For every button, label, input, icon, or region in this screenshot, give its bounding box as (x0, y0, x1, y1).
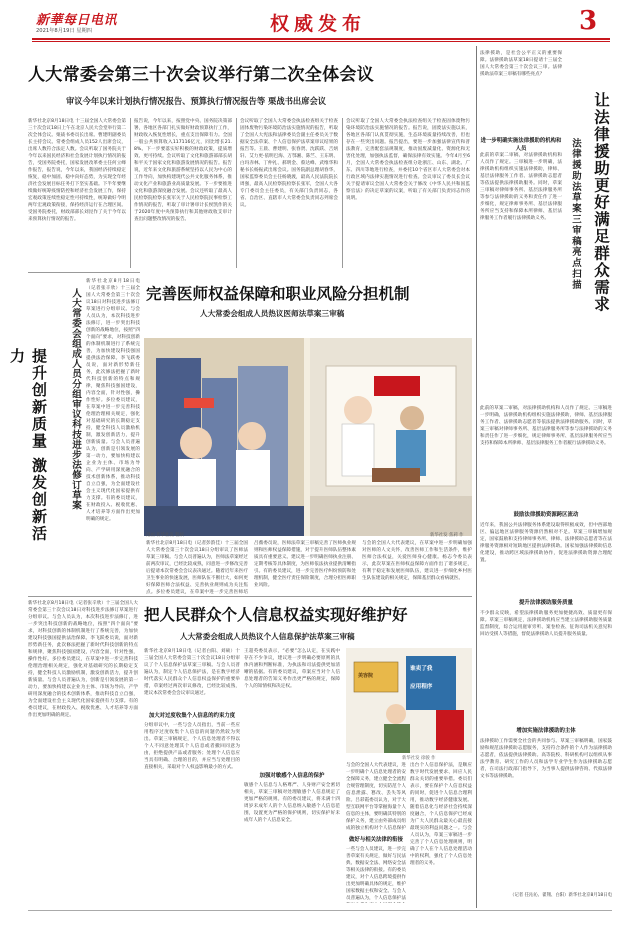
illustration-caption: 新华社发 徐骏 作 (402, 756, 436, 761)
section-rule (28, 596, 472, 597)
right-cartoon (310, 366, 472, 536)
mid-column-2: 吕薇委员说，医师法草案三审稿完善了医师执业规则和医师权益保障措施，对于提升医师队伍整体素质具有重要意义。建议进一步明确医师执业注册、定期考核等具体制度，为医师依法执业提供清晰指引。有的委员建议，进一步完善医疗纠纷预防和处理机制，健全医疗责任保险制度，合理分担医师职业风险。 (254, 541, 356, 588)
bottom-col1b-text: 分组审议中，一些与会人员指出，当前一些应用程序过度收集个人信息的问题仍然较为突出。草案三审稿规定，个人信息处理者不得以个人不同意处理其个人信息或者撤回同意为由，拒绝提供产品或者服务；处理个人信息应当具有明确、合理的目的，并应当与处理目的直接相关，采取对个人权益影响最小的方式。 (144, 723, 240, 770)
right-text-2: 近年来，我国公共法律服务体系建设取得积极成效，但中西部地区、偏远地区法律服务资源仍然相对不足。草案三审稿增加规定，国家鼓励和支持律师事务所、律师、法律援助志愿者等在法律服务资源相对短缺地区提供法律援助。国家加强法律援助信息化建设，推动跨区域法律援助协作，促进法律援助资源合理配置。 (480, 523, 612, 563)
illustration-panel (144, 338, 472, 536)
column-divider (236, 118, 237, 268)
section-rule (28, 272, 140, 273)
left-cartoon (144, 358, 304, 536)
lead-column-1: 新华社北京8月18日电 十三届全国人大常委会第三十次会议18日上午在北京人民大会堂举行第二次全体会议。栗战书委员长出席。曹建明副委员长主持会议。常委会组成人员152人出席会议，出席人数符合法定人数。会议听取了国务院关于今年以来国民经济和社会发展计划执行情况的报告，受国务院委托，国家发展改革委主任何立峰作报告，报告说，今年以来，我国经济持续稳定恢复，稳中加固、稳中向好态势，为实现全年经济社会发展目标任务打下坚实基础。下半年要继续做好统筹疫情防控和经济社会发展工作，保持宏观政策连续性稳定性可持续性，统筹做好今明两年宏观政策衔接，保持经济运行在合理区间。受国务院委托，财政部部长刘昆作了关于今年以来预算执行情况的报告。 (28, 119, 126, 222)
lead-column-3: 会议听取了全国人大常委会执法检查组关于检查固体废物污染环境防治法实施情况的报告，听取了全国人大宪法和法律委员会副主任委员关于数据安全法草案、个人信息保护法草案审议结果的报告等。王晨、曹建明、张春贤、沈跃跃、吉炳轩、艾力更·依明巴海、万鄂湘、陈竺、王东明、白玛赤林、丁仲礼、郝明金、蔡达峰、武维华和秘书长杨振武出席会议。国务院副总理胡春华，国家监察委员会主任杨晓渡，最高人民法院院长周强，最高人民检察院检察长张军，全国人大各专门委员会主任委员，有关部门负责同志，各省、自治区、直辖市人大常委会负责同志列席会议。 (240, 119, 338, 208)
bottom-col3-subhead: 做好与相关法律的衔接 (349, 837, 403, 843)
masthead-rule-thin (32, 41, 610, 42)
lead-column-4: 会议听取了全国人大常委会执法检查组关于检查固体废物污染环境防治法实施情况的报告。报告说，固废法实施以来，各地区各部门认真贯彻实施，生态环境质量持续改善，但也存在一些突出问题。报告提出，要进一步加强法律宣传和普法教育，完善配套法规制度，推动固废减量化、资源化和无害化处理，加强执法监督，确保法律有效实施。今年4月至6月，全国人大常委会执法检查组分赴浙江、山东、湖北、广东、四川等地进行检查，并委托10个省区市人大常委会对本行政区域内法律实施情况进行检查。会议审议了委员长会议关于提请审议全国人大常委会关于修改《中华人民共和国监察官法》的决定草案的议案，听取了有关部门负责同志作的说明。 (346, 119, 470, 201)
footer-rule (28, 910, 612, 911)
right-intro: 法律援助，是社会公平正义的重要保障。法律援助法草案18日提请十三届全国人大常委会第三十次会议三审。法律援助法草案三审稿有哪些亮点？ (480, 51, 562, 77)
bottom-column-4: 出台个人信息保护法，是顺应数字时代发展要求、回应人民群众关切的重要举措。委员们表示，要在保护个人信息权益的同时，促进个人信息合理利用，推动数字经济健康发展。随着信息化与经济社会持续深度融合，个人信息保护已经成为广大人民群众最关心最直接最现实的利益问题之一。与会人员认为，草案三审稿进一步完善了个人信息处理规则，明确了个人在个人信息处理活动中的权利，强化了个人信息处理者的义务。 (410, 763, 472, 866)
right-byline: （记者 任沁沁、翟翔、白阳）新华社北京8月18日电 (510, 893, 612, 898)
right-feature-headline: 让法律援助更好满足群众需求 (592, 92, 610, 313)
bottom-col1-subhead: 加大对过度收集个人信息的约束力度 (148, 713, 236, 719)
mid-subhead: 人大常委会组成人员热议医师法草案三审稿 (200, 309, 345, 318)
lead-subhead: 审议今年以来计划执行情况报告、预算执行情况报告等 栗战书出席会议 (66, 96, 327, 106)
illustration-badge: 美容院 (358, 673, 374, 679)
bottom-col3-text: 与会的全国人大代表建议，进一步明确个人信息处理者的安全保障义务，建立健全全流程合规管理制度，切实防范个人信息泄露、篡改、丢失等风险。吕彩霞委员认为，对于大型互联网平台等掌握海量个人信息的主体，要明确其特别的保护义务，建立由外部成员组成的独立机构对个人信息保护 (346, 763, 406, 831)
right-text-1-continued: 此前的草案二审稿，对法律援助机构和人员作了规定。三审稿进一步明确，法律援助机构组织实施法律援助，律师、基层法律服务工作者、法律援助志愿者等依法提供法律援助服务。同时，草案三审稿对律师事务所、基层法律服务所等参与法律援助的义务和责任作了进一步细化，规定律师事务所、基层法律服务所应当支持和保障本所律师、基层法律服务工作者履行法律援助义务。 (480, 406, 612, 446)
right-subhead-2: 鼓励法律援助资源跨区流动 (513, 512, 579, 518)
bottom-column-2 (244, 648, 340, 903)
bottom-column-3 (346, 762, 406, 903)
right-subhead-3: 提升法律援助服务质量 (519, 600, 573, 606)
left-feature-headline: 提升创新质量 激发创新活力 (8, 348, 48, 543)
bottom-headline: 把人民群众个人信息权益实现好维护好 (144, 606, 408, 624)
mid-column-1: 新华社北京8月18日电（记者彭韵佳）十三届全国人大常委会第三十次会议18日分组审议了医师法草案三审稿。与会人员普遍认为，医师法草案经过前两次审议，已经比较成熟，同意进一步修改完善后提请本次常委会会议表决通过。随着近年来医疗卫生事业的快速发展，医师队伍不断壮大，如何更好保障医师合法权益、完善执业规则成为关注焦点。多位委员建议，在草案中进一步完善医师培 (146, 541, 248, 595)
column-divider (342, 118, 343, 268)
page-number: 3 (579, 6, 598, 36)
issue-date: 2021年8月19日 星期四 (36, 28, 92, 34)
bottom-col2-subhead: 加强对敏感个人信息的保护 (259, 773, 325, 779)
left-feature-text: 新华社北京8月18日电（记者张辛欣）十三届全国人大常委会第三十次会议18日对科技进步法修订草案进行分组审议。与会人员认为，本次科技进步法修订，进一步突出科技创新的战略地位，按照“四个面向”要求，对科技创新的体制机制进行了系统完善，为加快建设科技强国提供法治保障。李飞跃委员说，面对新形势新任务，此次修法把握了新时代科技创新的特点和规律，聚焦科技强国建设，内容全面，针对性强，操作性好。多位委员建议，在草案中进一步完善科技伦理治理相关规定，强化对基础研究的长期稳定支持，健全科技人员激励机制，激发创新活力，提升创新质量。与会人员普遍认为，创新是引领发展的第一动力，要加快构建以企业为主体、市场为导向、产学研用深度融合的技术创新体系，推动科技自立自强，为全面建设社会主义现代化国家提供有力支撑。有的委员建议，在财政投入、税收优惠、人才培养等方面作出更加明确的规定。 (86, 279, 140, 522)
doctor-illustration (144, 338, 472, 536)
bottom-subhead: 人大常委会组成人员热议个人信息保护法草案三审稿 (180, 632, 355, 641)
right-text-3: 不少群众反映，希望法律援助服务更加便捷高效、质量更有保障。草案三审稿规定，法律援助机构应当建立法律援助服务质量监督制度，综合运用庭审旁听、案卷检查、征询司法机关意见和回访受援人等措施，督促法律援助人员提升服务质量。 (480, 611, 612, 637)
bottom-col2b-text: 敏感个人信息与人格尊严、人身财产安全密切相关，草案三审稿对处理敏感个人信息规定了更加严格的规则。有的委员建议，将未满十四周岁未成年人的个人信息纳入敏感个人信息范围，设置更为严格的保护规则，切实保护好未成年人的个人信息安全。 (244, 783, 340, 823)
bottom-col1-text: 新华社北京8月18日电（记者白阳、刘硕）十三届全国人大常委会第三十次会议18日分组审议了个人信息保护法草案三审稿。与会人员普遍认为，制定个人信息保护法，是在数字经济时代落实人民群众个人信息权益保护的重要举措，草案经过两次审议修改，已经比较成熟，建议本次常委会会议审议通过。 (144, 649, 240, 696)
right-subhead-1: 进一步明确实施法律援助的机构和人员 (480, 138, 562, 152)
mid-headline: 完善医师权益保障和职业风险分担机制 (146, 285, 410, 303)
person-with-signs-icon (346, 648, 472, 753)
right-feature-deck: 法律援助法草案三审稿亮点扫描 (570, 138, 581, 291)
illustration-sign-top: 谁卖了我 (410, 666, 433, 672)
masthead-rule (32, 38, 610, 40)
left-feature-deck: 人大常委会组成人员分组审议科技进步法修订草案 (70, 288, 81, 511)
right-text-4: 法律援助工作需要全社会的共同参与。草案三审稿明确，国家鼓励和规范法律援助志愿服务，支持符合条件的个人作为法律援助志愿者，依法提供法律援助。高等院校、科研机构可以组织从事法学教育、研究工作的人员和法学专业学生作为法律援助志愿者，在司法行政部门指导下，为当事人提供法律咨询、代拟法律文书等法律援助。 (480, 739, 612, 779)
mid-caption-right: 新华社发 焦莉 作 (430, 533, 464, 538)
privacy-illustration (346, 648, 472, 753)
right-column-divider (476, 46, 477, 908)
mid-caption-left: 漫画 新华社发 程硕 (146, 533, 184, 538)
bottom-col2-text: 王超英委员表示，“必要”怎么认定，在实践中存在不少争议，建议进一步明确必要原则的具体内涵和判断标准，为执法和司法提供更加清晰的依据。有的委员建议，草案应当对个人信息处理者的告知义务作出更严格的规定，保障个人的知情权和决定权。 (244, 649, 340, 689)
column-divider (130, 118, 131, 268)
bottom-col3b-text: 一些与会人员建议，进一步完善草案有关规定，做好与民法典、数据安全法、网络安全法等相关法律的衔接。有的委员建议，对个人信息跨境提供作出更加明确具体的规定，维护国家数据主权和安全。与会人员普遍认为，个人信息保护法 (346, 847, 406, 901)
lead-headline: 人大常委会第三十次会议举行第二次全体会议 (28, 65, 374, 85)
left-feature-text-continued: 新华社北京8月18日电（记者张辛欣）十三届全国人大常委会第三十次会议18日对科技进步法修订草案进行分组审议。与会人员认为，本次科技进步法修订，进一步突出科技创新的战略地位，按照“四个面向”要求，对科技创新的体制机制进行了系统完善，为加快建设科技强国提供法治保障。李飞跃委员说，面对新形势新任务，此次修法把握了新时代科技创新的特点和规律，聚焦科技强国建设，内容全面，针对性强，操作性好。多位委员建议，在草案中进一步完善科技伦理治理相关规定，强化对基础研究的长期稳定支持，健全科技人员激励机制，激发创新活力，提升创新质量。与会人员普遍认为，创新是引领发展的第一动力，要加快构建以企业为主体、市场为导向、产学研用深度融合的技术创新体系，推动科技自立自强，为全面建设社会主义现代化国家提供有力支撑。有的委员建议，在财政投入、税收优惠、人才培养等方面作出更加明确的规定。 (28, 601, 138, 718)
bottom-column-1 (144, 648, 240, 903)
masthead (0, 0, 640, 42)
illustration-sign-bottom: 应用程序 (410, 684, 433, 690)
section-title: 权威发布 (269, 13, 366, 35)
right-text-1: 此前的草案二审稿，对法律援助机构和人员作了规定。三审稿进一步明确，法律援助机构组织实施法律援助，律师、基层法律服务工作者、法律援助志愿者等依法提供法律援助服务。同时，草案三审稿对律师事务所、基层法律服务所等参与法律援助的义务和责任作了进一步细化，规定律师事务所、基层法律服务所应当支持和保障本所律师、基层法律服务工作者履行法律援助义务。 (480, 153, 562, 221)
newspaper-logo: 新華每日电讯 (36, 13, 118, 28)
lead-column-2: 报告说，今年以来，按照党中央、国务院决策部署，各地区各部门扎实做好财政预算执行工作，财政收入恢复性增长，重点支出保障有力。全国一般公共预算收入117116亿元，同比增长21.8%。下一步要落实好积极的财政政策，提质增效、更可持续。会议听取了文化和旅游部部长胡和平关于国家文化和旅游发展情况的报告。报告说，近年来文化和旅游系统坚持以人民为中心的工作导向，加快构建现代公共文化服务体系，推动文化产业和旅游业高质量发展。下一步要推进文化和旅游深度融合发展。会议还听取了最高人民检察院检察长张军关于人民检察院民事检察工作情况的报告，听取了审计署审计长侯凯作的关于2020年度中央预算执行和其他财政收支审计查出问题整改情况的报告。 (134, 119, 232, 222)
right-subhead-4: 增加实施法律援助的主体 (516, 728, 576, 734)
mid-column-3: 与会的全国人大代表建议，在草案中进一步明确加强对医师的人文关怀，改善医师工作和生活条件，维护医师合法权益，关爱医师身心健康。杨志今委员表示，此次草案在医师权益保障方面作出了诸多规定，有利于稳定和发展医师队伍，建议进一步细化乡村医生队伍建设的相关规定，保障基层群众看病就医。 (362, 541, 472, 581)
